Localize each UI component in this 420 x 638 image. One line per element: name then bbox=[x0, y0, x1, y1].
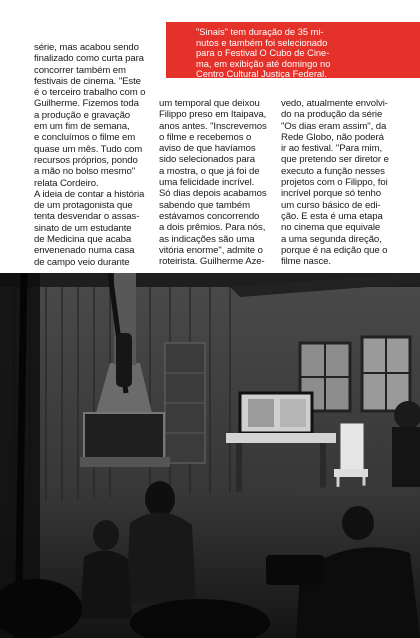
text-column-1 bbox=[34, 42, 152, 268]
text-column-2 bbox=[159, 98, 269, 267]
callout-text: "Sinais" tem duração de 35 mi- nutos e também foi selecionado para o Festival O Cubo de Cine- ma, em exibição até domingo no Centro Cultural Justiça Federal. bbox=[196, 27, 331, 80]
paragraph: vedo, atualmente envolvi- do na produção da série "Os dias eram assim", da Rede Globo, não poderá ir ao festival. "Para mim, que pretendo ser diretor e executo a função nesses projetos com o Filippo, foi incrível porque só tenho um curso básico de edi- ção. E esta é uma etapa no cinema que equivale a uma segunda direção, porque é na edição que o filme nasce. bbox=[281, 98, 389, 268]
film-set-photo-illustration bbox=[0, 273, 420, 638]
text-column-3 bbox=[281, 98, 399, 267]
paragraph: um temporal que deixou Filippo preso em Itaipava, anos antes. "Inscrevemos o filme e recebemos o aviso de que havíamos sido selecionados para a mostra, o que já foi de uma felicidade incrível. Só dias depois acabamos sabendo que também estávamos concorrendo a dois prêmios. Para nós, as indicações são uma vitória enorme", admite o roteirista. Guilherme Aze- bbox=[159, 98, 267, 268]
paragraph: A ideia de contar a história de um protagonista que tenta desvendar o assas- sinato de um estudante de Medicina que acaba envenenado numa casa de campo veio durante bbox=[34, 188, 145, 268]
highlight-callout-box bbox=[166, 22, 420, 78]
film-set-photo bbox=[0, 273, 420, 638]
paragraph: série, mas acabou sendo finalizado como curta para concorrer também em festivais de cinema. "Este é o terceiro trabalho com o Guilherme. Fizemos toda a produção e gravação em um fim de semana, e concluímos o filme em quase um mês. Tudo com recursos próprios, pondo a mão no bolso mesmo" relata Cordeiro. bbox=[34, 42, 146, 189]
